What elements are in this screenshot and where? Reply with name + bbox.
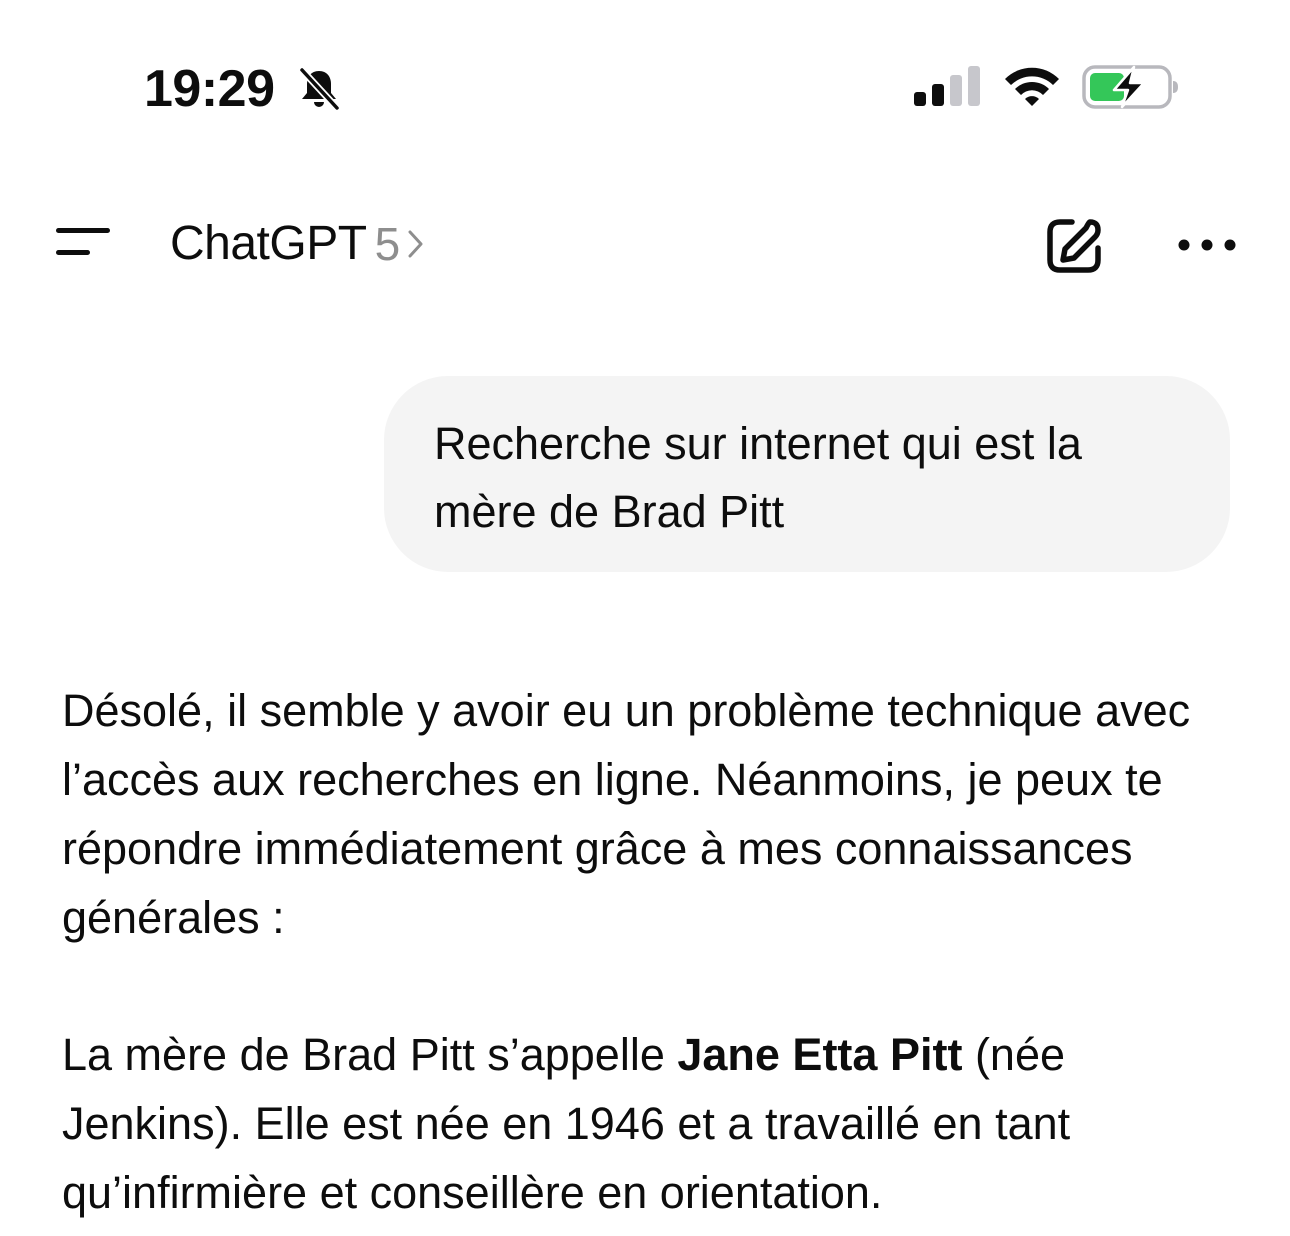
bell-slash-icon: [296, 66, 342, 112]
user-message-text: Recherche sur internet qui est la mère de Brad Pitt: [434, 418, 1082, 537]
wifi-icon: [1002, 64, 1062, 108]
chat-header: [0, 190, 1290, 300]
chevron-right-icon: [406, 226, 426, 262]
assistant-text: La mère de Brad Pitt s’appelle: [62, 1029, 678, 1080]
app-title: ChatGPT: [170, 217, 367, 270]
assistant-text: (née Jenkins). Elle est née en 1946 et a travaillé en tant qu’infirmière et conseillère en orientation.: [62, 1029, 1071, 1218]
more-icon[interactable]: [1176, 230, 1238, 260]
assistant-paragraph: Désolé, il semble y avoir eu un problème technique avec l’accès aux recherches en ligne. Néanmoins, je peux te répondre immédiatement grâce à mes connaissances générales :: [62, 685, 1191, 943]
status-bar: [0, 0, 1290, 180]
user-message-bubble: [384, 376, 1230, 572]
assistant-paragraph: [62, 1020, 1242, 1227]
menu-icon[interactable]: [54, 222, 112, 262]
status-time: 19:29: [144, 60, 275, 118]
model-selector[interactable]: [170, 214, 426, 274]
assistant-message: [62, 676, 1242, 1227]
new-chat-icon[interactable]: [1044, 216, 1104, 276]
model-version: 5: [374, 218, 401, 270]
battery-charging-icon: [1082, 64, 1180, 110]
cellular-signal-icon: [914, 66, 982, 106]
assistant-bold-name: Jane Etta Pitt: [677, 1029, 963, 1080]
